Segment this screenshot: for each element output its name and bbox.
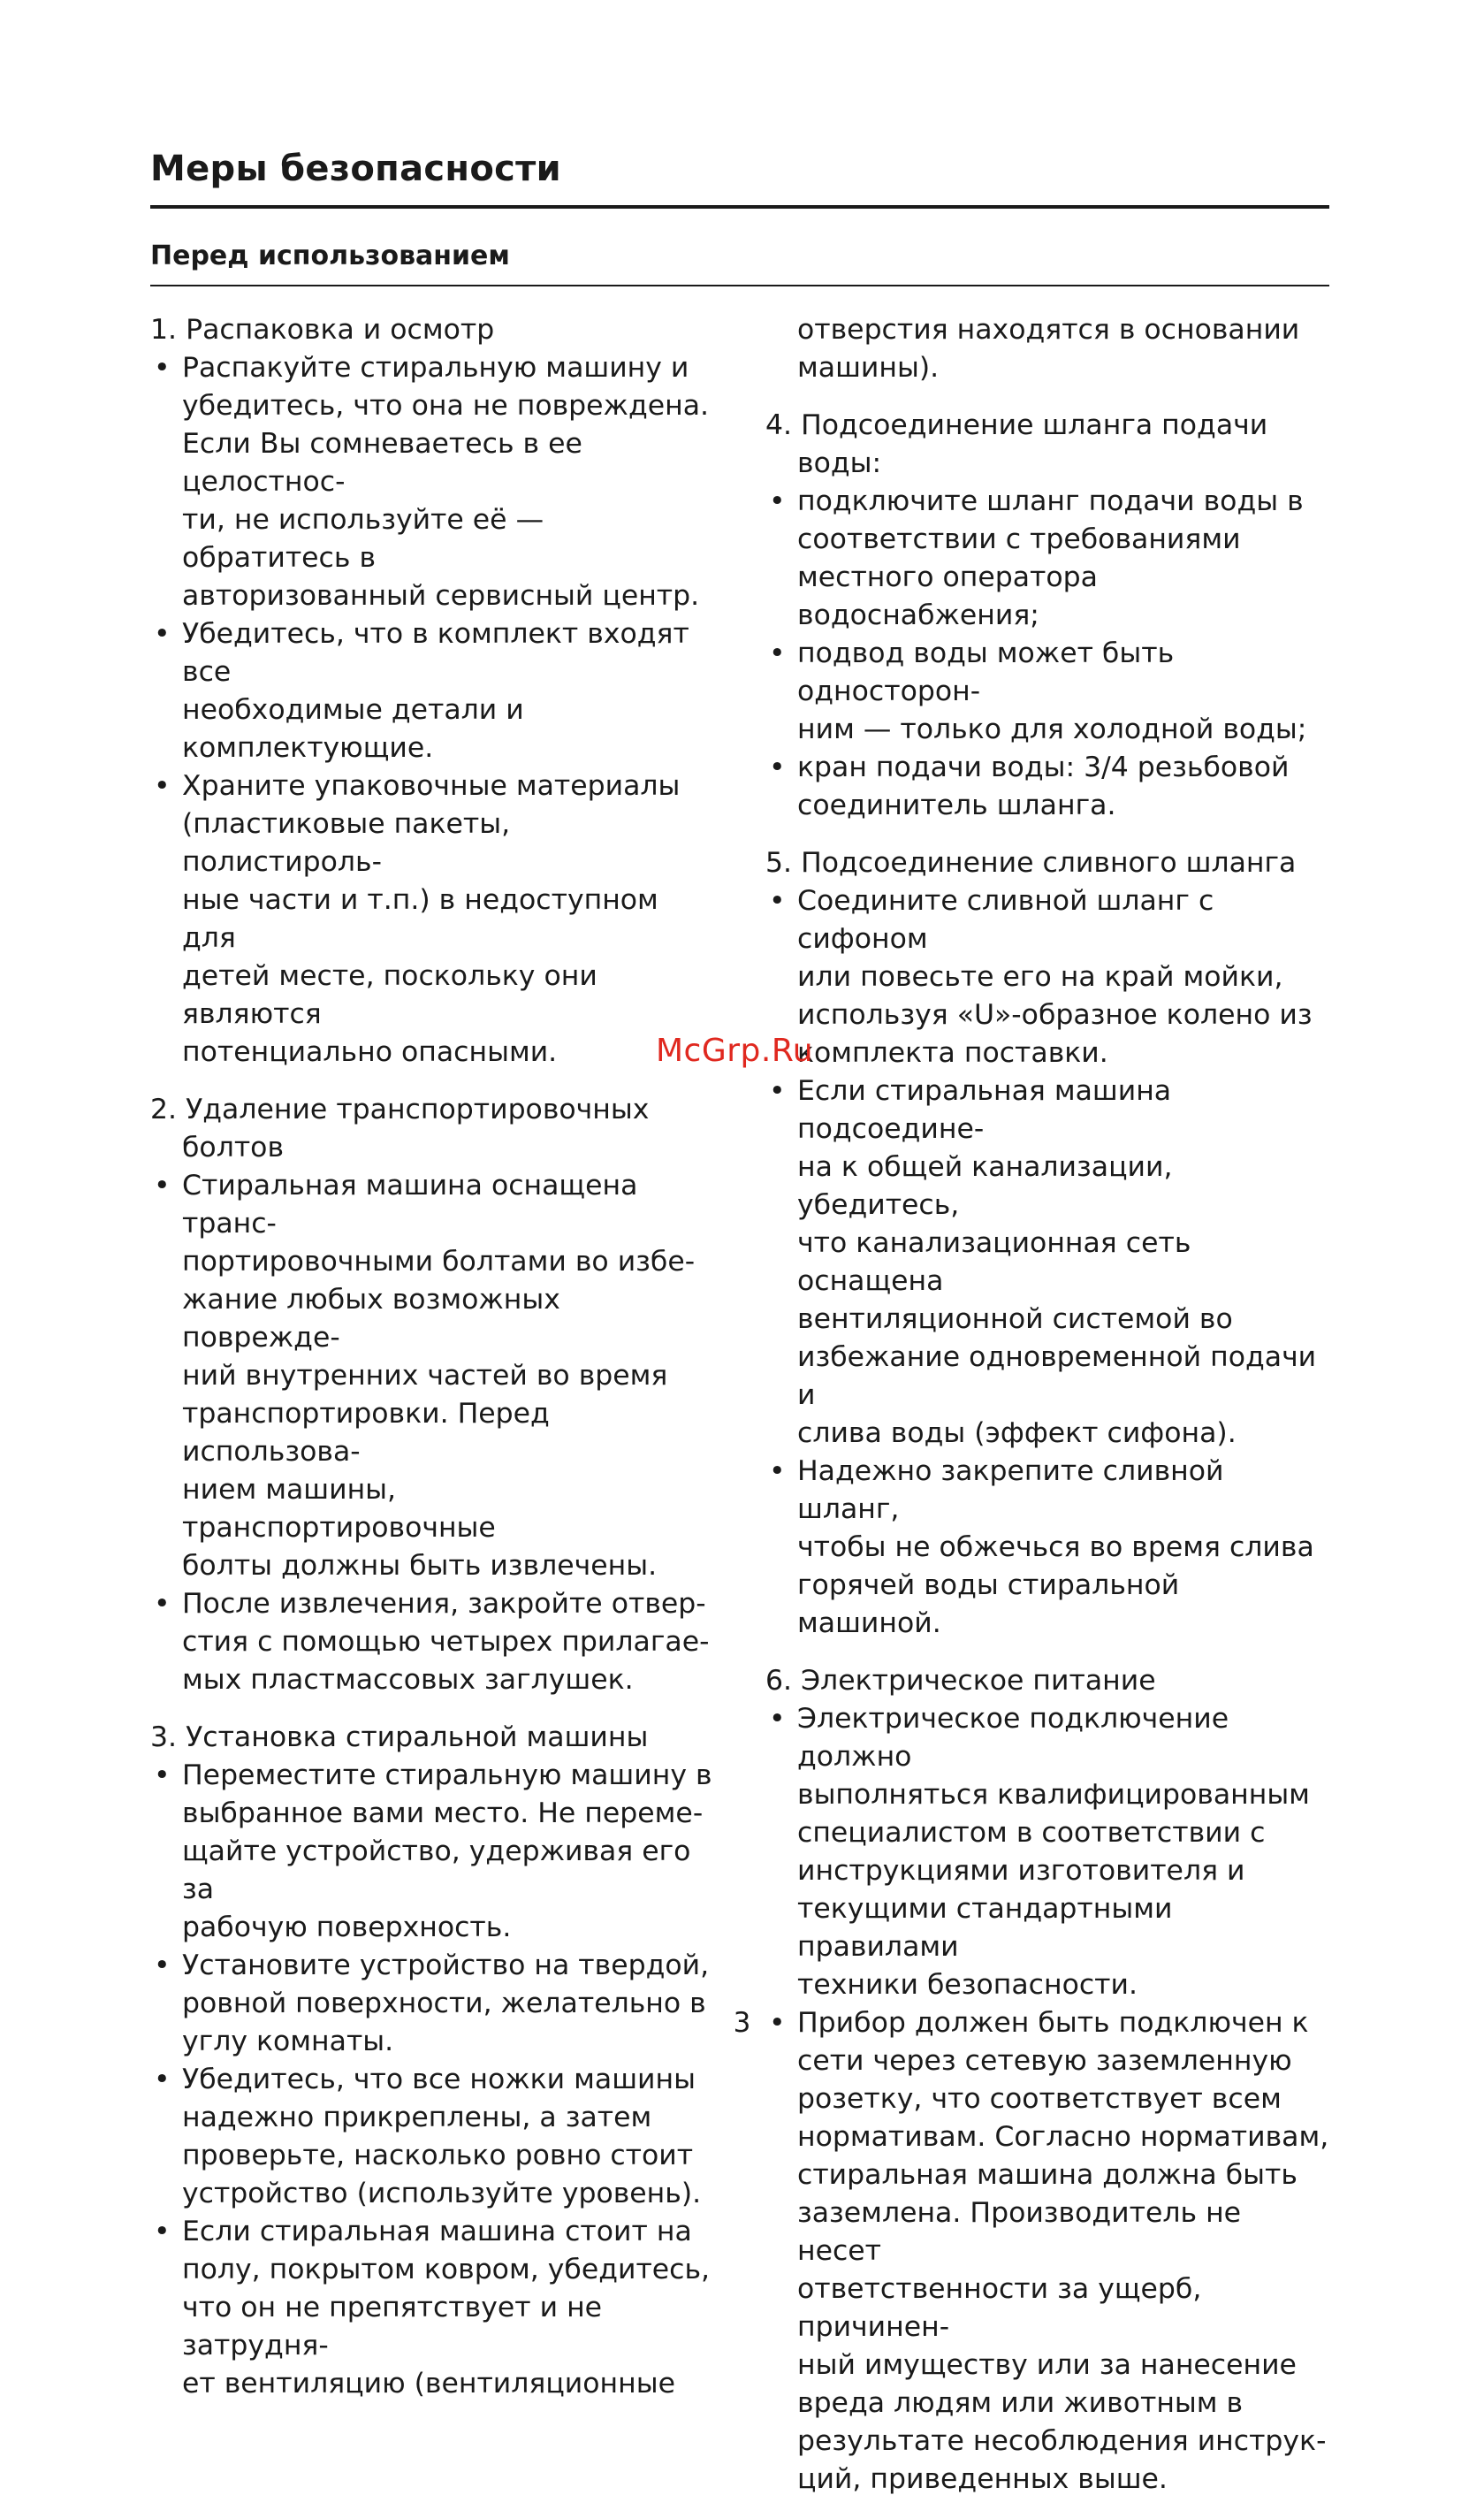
bullet-icon: • <box>769 885 786 917</box>
text-line: кран подачи воды: 3/4 резьбовой <box>797 752 1290 783</box>
bullet-icon: • <box>154 618 171 650</box>
section-installation <box>150 1719 716 2403</box>
text-line: выполняться квалифицированным <box>797 1779 1310 1811</box>
text-line: стия с помощью четырех прилагае- <box>182 1626 710 1658</box>
text-line: мых пластмассовых заглушек. <box>182 1664 634 1696</box>
text-line: детей месте, поскольку они являются <box>182 960 597 1030</box>
text-line: ответственности за ущерб, причинен- <box>797 2273 1202 2343</box>
section-drain-hose <box>765 844 1331 1643</box>
text-line: нормативам. Согласно нормативам, <box>797 2121 1329 2153</box>
text-line: что он не препятствует и не затрудня- <box>182 2292 603 2362</box>
list-item <box>765 882 1331 1072</box>
text-line: После извлечения, закройте отвер- <box>182 1588 706 1620</box>
section-water-supply <box>765 407 1331 825</box>
section-title: Перед использованием <box>150 240 510 271</box>
text-line: Стиральная машина оснащена транс- <box>182 1170 638 1240</box>
section-heading: 3. Установка стиральной машины <box>150 1721 649 1753</box>
text-line: потенциально опасными. <box>182 1036 558 1068</box>
section-heading: 6. Электрическое питание <box>765 1665 1156 1697</box>
text-line: необходимые детали и <box>182 694 524 726</box>
section-heading: 2. Удаление транспортировочных <box>150 1094 650 1125</box>
text-line: болты должны быть извлечены. <box>182 1550 658 1582</box>
text-line: на к общей канализации, убедитесь, <box>797 1151 1173 1221</box>
text-line: вентиляционной системой во <box>797 1303 1233 1335</box>
text-line: результате несоблюдения инструк- <box>797 2425 1327 2457</box>
watermark: McGrp.Ru <box>656 1033 814 1069</box>
bullet-icon: • <box>154 1950 171 1981</box>
list-item <box>150 2213 716 2403</box>
text-line: Установите устройство на твердой, <box>182 1950 710 1981</box>
list-item <box>150 1167 716 1585</box>
text-line: Электрическое подключение должно <box>797 1703 1229 1773</box>
text-line: используя «U»-образное колено из <box>797 999 1313 1031</box>
text-line: рабочую поверхность. <box>182 1911 512 1943</box>
text-line: соответствии с требованиями <box>797 523 1241 555</box>
text-line: нием машины, транспортировочные <box>182 1474 496 1544</box>
bullet-icon: • <box>769 752 786 783</box>
text-line: стиральная машина должна быть <box>797 2159 1298 2191</box>
text-line: сети через сетевую заземленную <box>797 2045 1292 2077</box>
list-item <box>150 1757 716 1947</box>
text-line: что канализационная сеть оснащена <box>797 1227 1191 1297</box>
text-line: техники безопасности. <box>797 1969 1138 2001</box>
list-item <box>150 349 716 615</box>
bullet-icon: • <box>769 1075 786 1107</box>
list-item <box>765 2004 1331 2499</box>
text-line: Убедитесь, что в комплект входят все <box>182 618 689 688</box>
text-line: местного оператора водоснабжения; <box>797 561 1098 631</box>
bullet-icon: • <box>769 1703 786 1735</box>
text-line: ет вентиляцию (вентиляционные <box>182 2368 675 2400</box>
bullet-icon: • <box>154 1170 171 1202</box>
title-divider <box>150 205 1329 209</box>
text-line: Если стиральная машина стоит на <box>182 2216 692 2247</box>
text-line: заземлена. Производитель не несет <box>797 2197 1242 2267</box>
list-item <box>765 483 1331 635</box>
list-item <box>765 1072 1331 1453</box>
page-title: Меры безопасности <box>150 149 561 189</box>
text-line: Соедините сливной шланг с сифоном <box>797 885 1214 955</box>
text-line: подвод воды может быть односторон- <box>797 637 1175 707</box>
right-column <box>765 311 1331 2518</box>
section-heading: 1. Распаковка и осмотр <box>150 314 495 346</box>
text-line: проверьте, насколько ровно стоит <box>182 2140 694 2171</box>
text-line: отверстия находятся в основании <box>797 314 1300 346</box>
text-line: ций, приведенных выше. <box>797 2463 1168 2495</box>
text-line: Если Вы сомневаетесь в ее целостнос- <box>182 428 582 498</box>
bullet-icon: • <box>154 1588 171 1620</box>
text-line: ним — только для холодной воды; <box>797 713 1307 745</box>
continued-text <box>765 311 1331 387</box>
text-line: устройство (используйте уровень). <box>182 2178 702 2209</box>
section-heading: 4. Подсоединение шланга подачи воды: <box>765 409 1268 479</box>
section-divider <box>150 285 1329 286</box>
text-line: жание любых возможных поврежде- <box>182 1284 560 1354</box>
list-item <box>150 615 716 767</box>
text-line: слива воды (эффект сифона). <box>797 1417 1237 1449</box>
text-line: соединитель шланга. <box>797 790 1116 821</box>
text-line: убедитесь, что она не повреждена. <box>182 390 710 422</box>
text-line: надежно прикреплены, а затем <box>182 2102 652 2133</box>
section-heading-cont: болтов <box>182 1132 285 1164</box>
text-line: углу комнаты. <box>182 2026 394 2057</box>
text-line: щайте устройство, удерживая его за <box>182 1835 691 1905</box>
text-line: портировочными болтами во избе- <box>182 1246 696 1278</box>
text-line: Убедитесь, что все ножки машины <box>182 2064 696 2095</box>
bullet-icon: • <box>769 2007 786 2039</box>
text-line: инструкциями изготовителя и <box>797 1855 1245 1887</box>
text-line: авторизованный сервисный центр. <box>182 580 700 612</box>
text-line: Переместите стиральную машину в <box>182 1759 712 1791</box>
bullet-icon: • <box>769 485 786 517</box>
section-unpacking <box>150 311 716 1072</box>
text-line: Распакуйте стиральную машину и <box>182 352 689 384</box>
page-number: 3 <box>733 2007 751 2039</box>
list-item <box>765 1453 1331 1643</box>
text-line: специалистом в соответствии с <box>797 1817 1266 1849</box>
text-line: Храните упаковочные материалы <box>182 770 681 802</box>
text-line: или повесьте его на край мойки, <box>797 961 1283 993</box>
list-item <box>765 749 1331 825</box>
bullet-icon: • <box>154 1759 171 1791</box>
bullet-icon: • <box>769 637 786 669</box>
section-transport-bolts <box>150 1091 716 1699</box>
list-item <box>150 1947 716 2061</box>
text-line: ный имуществу или за нанесение <box>797 2349 1297 2381</box>
text-line: (пластиковые пакеты, полистироль- <box>182 808 511 878</box>
text-line: ные части и т.п.) в недоступном для <box>182 884 658 954</box>
text-line: Надежно закрепите сливной шланг, <box>797 1455 1224 1525</box>
bullet-icon: • <box>154 2064 171 2095</box>
bullet-icon: • <box>154 352 171 384</box>
text-line: ровной поверхности, желательно в <box>182 1988 706 2019</box>
list-item <box>765 1700 1331 2004</box>
bullet-icon: • <box>154 2216 171 2247</box>
text-line: Если стиральная машина подсоедине- <box>797 1075 1172 1145</box>
text-line: полу, покрытом ковром, убедитесь, <box>182 2254 711 2285</box>
section-power-supply <box>765 1662 1331 2499</box>
text-line: ний внутренних частей во время <box>182 1360 668 1392</box>
bullet-icon: • <box>154 770 171 802</box>
list-item <box>150 2061 716 2213</box>
list-item <box>150 1585 716 1699</box>
text-line: Прибор должен быть подключен к <box>797 2007 1309 2039</box>
text-line: машины). <box>797 352 940 384</box>
bullet-icon: • <box>769 1455 786 1487</box>
text-line: горячей воды стиральной машиной. <box>797 1569 1180 1639</box>
text-line: подключите шланг подачи воды в <box>797 485 1304 517</box>
text-line: чтобы не обжечься во время слива <box>797 1531 1314 1563</box>
list-item <box>765 635 1331 749</box>
text-line: текущими стандартными правилами <box>797 1893 1173 1963</box>
text-line: комплектующие. <box>182 732 434 764</box>
list-item <box>150 767 716 1072</box>
text-line: вреда людям или животным в <box>797 2387 1244 2419</box>
text-line: розетку, что соответствует всем <box>797 2083 1282 2115</box>
section-heading: 5. Подсоединение сливного шланга <box>765 847 1297 879</box>
text-line: избежание одновременной подачи и <box>797 1341 1317 1411</box>
text-line: транспортировки. Перед использова- <box>182 1398 550 1468</box>
text-line: выбранное вами место. Не переме- <box>182 1797 704 1829</box>
text-line: комплекта поставки. <box>797 1037 1108 1069</box>
text-line: ти, не используйте её — обратитесь в <box>182 504 544 574</box>
